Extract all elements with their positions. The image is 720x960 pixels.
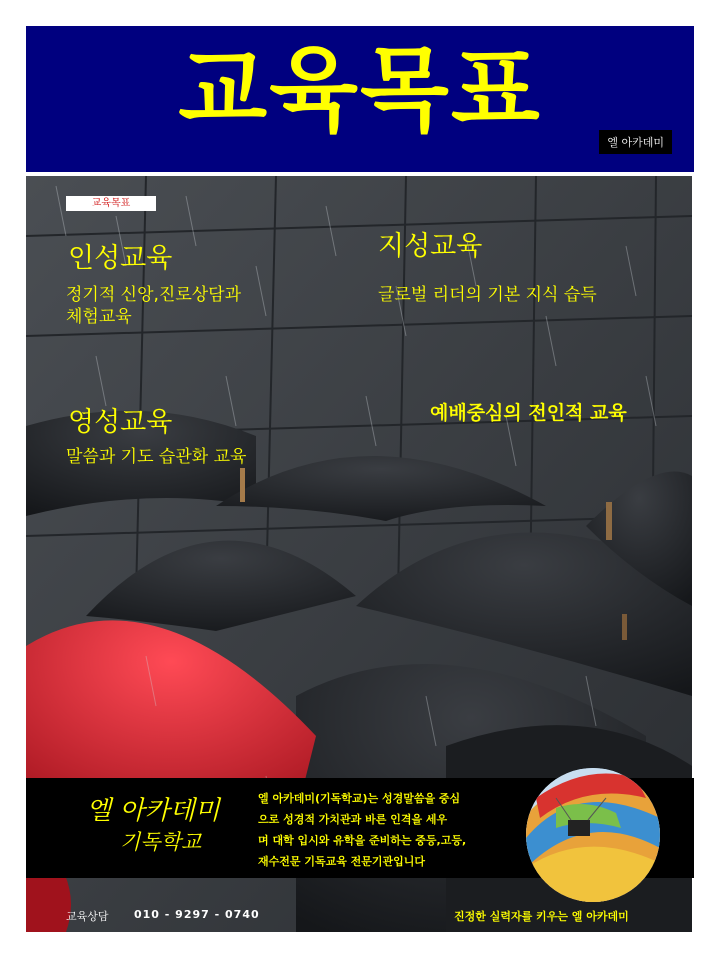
intellect-education-heading: 지성교육 xyxy=(378,231,483,262)
academy-brand-name: 엘 아카데미 xyxy=(86,796,220,826)
footer-tagline: 진정한 실력자를 키우는 엘 아카데미 xyxy=(454,910,629,923)
academy-description-line: 재수전문 기독교육 전문기관입니다 xyxy=(258,855,426,868)
academy-description-line: 으로 성경적 가치관과 바른 인격을 세우 xyxy=(258,813,448,826)
worship-slogan: 예배중심의 전인적 교육 xyxy=(430,402,627,424)
section-mini-label: 교육목표 xyxy=(66,196,156,211)
spirit-education-heading: 영성교육 xyxy=(68,407,173,438)
spirit-education-desc: 말씀과 기도 습관화 교육 xyxy=(66,447,247,467)
title-banner xyxy=(26,26,694,172)
brand-tag: 엘 아카데미 xyxy=(599,130,672,154)
academy-school-type: 기독학교 xyxy=(120,830,202,854)
page-title: 교육목표 xyxy=(178,37,542,144)
character-education-desc-line1: 정기적 신앙,진로상담과 xyxy=(66,285,242,305)
hot-air-balloon-image xyxy=(526,768,660,902)
academy-description-line: 엘 아카데미(기독학교)는 성경말씀을 중심 xyxy=(258,792,461,805)
academy-description xyxy=(258,788,528,872)
consult-label: 교육상담 xyxy=(66,910,109,923)
academy-description-line: 며 대학 입시와 유학을 준비하는 중등,고등, xyxy=(258,834,467,847)
intellect-education-desc: 글로벌 리더의 기본 지식 습득 xyxy=(378,285,597,305)
character-education-heading: 인성교육 xyxy=(68,243,173,274)
character-education-desc-line2: 체험교육 xyxy=(66,307,132,327)
academy-info-bar xyxy=(26,778,694,878)
consult-phone: 010 - 9297 - 0740 xyxy=(134,908,260,921)
